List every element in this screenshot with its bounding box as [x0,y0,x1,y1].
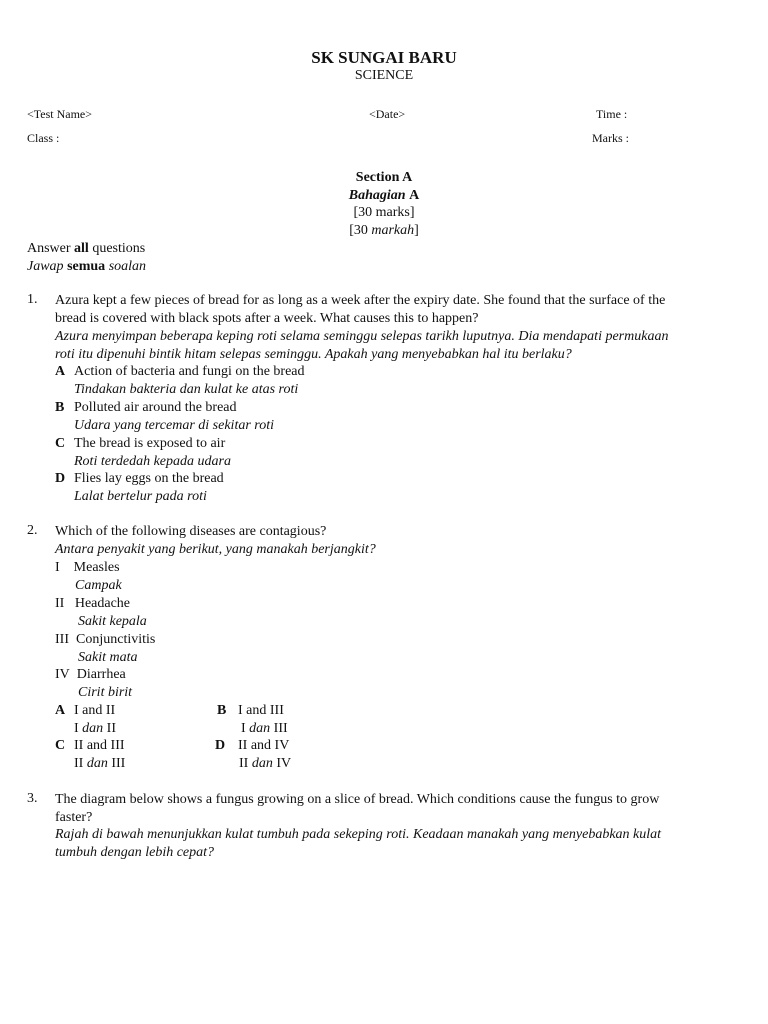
instruction-ms-bold: semua [67,259,106,274]
q2-option-a-ms-a: I [74,721,83,736]
q1-option-d-en[interactable]: Flies lay eggs on the bread [74,471,224,486]
q2-item-2-roman: II [55,596,65,611]
instruction-en-post: questions [88,241,146,256]
q2-option-a-en[interactable]: I and II [74,703,116,718]
q1-option-b-en[interactable]: Polluted air around the bread [74,400,237,415]
question-1-text-en-2: bread is covered with black spots after a week. What causes this to happen? [55,311,479,326]
q2-item-3-en: Conjunctivitis [76,632,156,647]
q2-option-c-ms-b: III [107,756,126,771]
q2-option-c-en[interactable]: II and III [74,738,125,753]
question-2-text-ms: Antara penyakit yang berikut, yang manakah berjangkit? [55,542,376,557]
question-1-text-ms-2: roti itu dipenuhi bintik hitam selepas seminggu. Apakah yang menyebabkan hal itu berlaku? [55,347,572,362]
q2-option-b-ms-a: I [241,721,250,736]
q2-item-4 [55,666,126,684]
q2-option-a-ms-b: II [103,721,116,736]
q2-option-a-ms [74,720,116,738]
marks-ms-open: [30 [349,223,372,238]
q1-option-a-ms: Tindakan bakteria dan kulat ke atas roti [74,382,299,397]
q2-option-d-ms-dan: dan [251,756,273,771]
question-3-number: 3. [27,791,38,806]
time-label: Time : [596,107,628,121]
q2-item-4-en: Diarrhea [76,667,126,682]
section-title: Section A [355,170,413,185]
q1-option-d-ms: Lalat bertelur pada roti [74,489,207,504]
question-3-text-en-1: The diagram below shows a fungus growing on a slice of bread. Which conditions cause the fungus to grow [55,792,660,807]
q2-option-c-ms-dan: dan [86,756,108,771]
q2-item-1 [55,559,120,577]
q2-option-b-ms-b: III [270,721,288,736]
question-1-number: 1. [27,292,38,307]
q1-option-b-ms: Udara yang tercemar di sekitar roti [74,418,274,433]
q1-option-d-letter[interactable]: D [55,471,66,486]
school-name: SK SUNGAI BARU [311,48,457,67]
q2-item-4-roman: IV [55,667,70,682]
q2-item-1-ms: Campak [75,578,122,593]
q2-option-c-letter[interactable]: C [55,738,66,753]
q2-option-b-ms-dan: dan [249,721,271,736]
question-2-text-en: Which of the following diseases are contagious? [55,524,327,539]
q2-option-a-ms-dan: dan [82,721,104,736]
instruction-ms [27,258,146,276]
question-3-text-en-2: faster? [55,810,93,825]
subject-title: SCIENCE [354,68,414,83]
q2-item-1-roman: I [55,560,60,575]
class-label: Class : [27,131,60,145]
q2-option-c-ms-a: II [74,756,87,771]
q2-item-4-ms: Cirit birit [78,685,133,700]
marks-label: Marks : [592,131,629,145]
section-marks: [30 marks] [353,205,415,220]
question-2-number: 2. [27,523,38,538]
section-title-ms [0,188,768,204]
q2-item-3-roman: III [55,632,69,647]
q2-item-3 [55,631,155,649]
question-1-text-ms-1: Azura menyimpan beberapa keping roti selama seminggu selepas tarikh luputnya. Dia mendapati permukaan [55,329,669,344]
test-name: <Test Name> [27,107,93,121]
q1-option-c-letter[interactable]: C [55,436,66,451]
instruction-en-bold: all [74,241,89,256]
section-title-ms-word: Bahagian [348,188,406,203]
q2-option-b-en[interactable]: I and III [238,703,284,718]
q2-item-3-ms: Sakit mata [78,650,138,665]
q1-option-c-en[interactable]: The bread is exposed to air [74,436,226,451]
instruction-ms-pre: Jawap [27,259,64,274]
q2-option-d-letter[interactable]: D [215,738,226,753]
instruction-en-pre: Answer [27,241,75,256]
q2-option-d-ms-b: IV [272,756,292,771]
q2-option-a-letter[interactable]: A [55,703,66,718]
q2-option-b-letter[interactable]: B [217,703,227,718]
q2-option-b-ms [241,720,288,738]
section-marks-ms [0,223,768,239]
marks-ms-close: ] [414,223,419,238]
q2-item-2 [55,595,130,613]
instruction-ms-post: soalan [108,259,147,274]
q2-item-1-en: Measles [73,560,120,575]
q1-option-c-ms: Roti terdedah kepada udara [74,454,231,469]
question-1-text-en-1: Azura kept a few pieces of bread for as long as a week after the expiry date. She found that the surface of the [55,293,666,308]
question-3-text-ms-2: tumbuh dengan lebih cepat? [55,845,215,860]
q2-option-d-ms-a: II [239,756,252,771]
q1-option-a-letter[interactable]: A [55,364,66,379]
q2-item-2-en: Headache [74,596,131,611]
q2-option-d-en[interactable]: II and IV [238,738,290,753]
question-3-text-ms-1: Rajah di bawah menunjukkan kulat tumbuh pada sekeping roti. Keadaan manakah yang menyebabkan kulat [55,827,662,842]
q1-option-a-en[interactable]: Action of bacteria and fungi on the bread [74,364,305,379]
test-date: <Date> [369,107,406,121]
q1-option-b-letter[interactable]: B [55,400,65,415]
marks-ms-word: markah [371,223,415,238]
q2-option-c-ms [74,755,125,773]
q2-option-d-ms [239,755,291,773]
instruction-en [27,240,145,258]
section-title-ms-letter: A [409,188,420,203]
q2-item-2-ms: Sakit kepala [78,614,147,629]
